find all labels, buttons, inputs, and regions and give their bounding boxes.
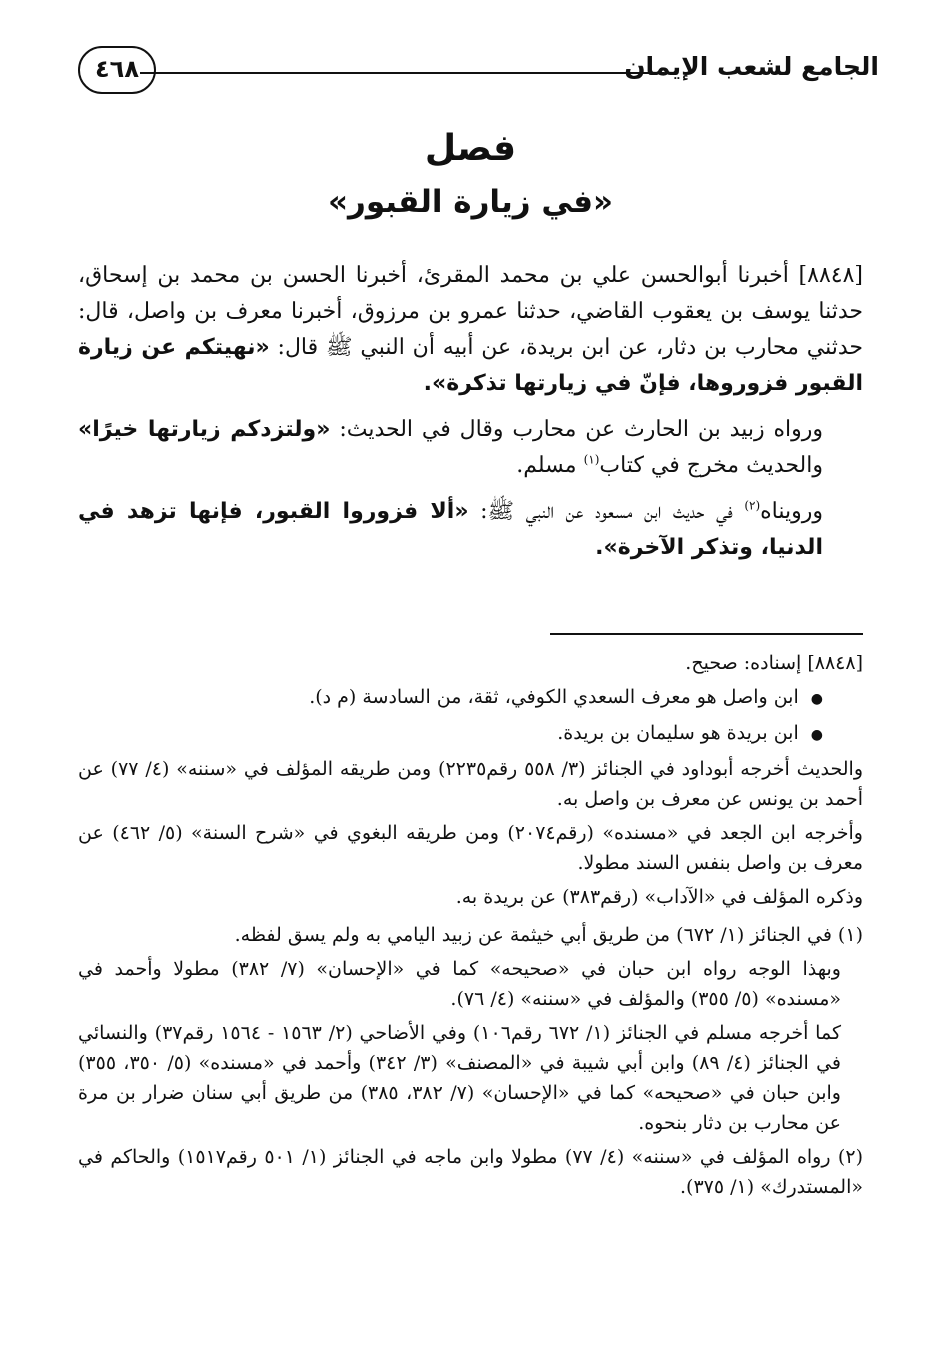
second-narration-paragraph [78,494,863,566]
header-rule [140,72,664,74]
second-narration-chain: في حديث ابن مسعود عن النبي ﷺ: [480,499,733,524]
page-number: ٤٦٨ [78,46,156,94]
note-takhrij-1: والحديث أخرجه أبوداود في الجنائز (٣/ ٥٥٨ رقم٢٢٣٥) ومن طريقه المؤلف في «سننه» (٤/ ٧٧) عن أحمد بن يونس عن معرف بن واصل به. [78,758,863,810]
running-title: الجامع لشعب الإيمان [624,52,879,81]
footnote-ref-1[interactable]: (١) [583,452,600,467]
note-bullet-2 [78,718,863,750]
page-header [78,42,879,112]
footnote-1: (١) في الجنائز (١/ ٦٧٢) من طريق أبي خيثمة عن زبيد اليامي به ولم يسق لفظه. [234,924,863,946]
main-text [78,258,863,576]
chapter-label: فصل [424,128,517,169]
second-narration-quote: «ألا فزوروا القبور، فإنها تزهد في الدنيا، وتذكر الآخرة». [78,499,823,560]
chapter-title: «في زيارة القبور» [327,184,614,220]
narration-paragraph [78,412,863,484]
footnote-1-continued: وبهذا الوجه رواه ابن حبان في «صحيحه» كما في «الإحسان» (٧/ ٣٨٢) مطولا وأحمد في «مسنده» (٥/ ٣٥٥) والمؤلف في «سننه» (٤/ ٧٦). [78,958,841,1010]
hadith-paragraph [78,258,863,402]
hadith-matn: «نهيتكم عن زيارة القبور فزوروها، فإنّ في زيارتها تذكرة». [78,335,863,396]
footnotes [78,648,863,1206]
note-bullet-2-text: ابن بريدة هو سليمان بن بريدة. [557,722,799,744]
bullet-icon: ● [810,691,823,707]
note-takhrij-2: وأخرجه ابن الجعد في «مسنده» (رقم٢٠٧٤) ومن طريقه البغوي في «شرح السنة» (٥/ ٤٦٢) عن معرف بن واصل بنفس السند مطولا. [78,822,863,874]
note-takhrij-3: وذكره المؤلف في «الآداب» (رقم٣٨٣) عن بريدة به. [455,886,863,908]
narration-quote: «ولتزدكم زيارتها خيرًا» [78,417,331,442]
second-narration-text: ورويناه [760,499,824,524]
footnote-1-additional: كما أخرجه مسلم في الجنائز (١/ ٦٧٢ رقم١٠٦) وفي الأضاحي (٢/ ١٥٦٣ - ١٥٦٤ رقم٣٧) والنسائي في الجنائز (٤/ ٨٩) وابن أبي شيبة في «المصنف» (٣/ ٣٤٢) وأحمد في «مسنده» (٥/ ٣٥٠، ٣٥٥) وابن حبان في «صحيحه» كما في «الإحسان» (٧/ ٣٨٢، ٣٨٥) من طريق أبي سنان ضرار بن مرة عن محارب بن دثار بنحوه. [78,1022,841,1134]
note-bullet-1 [78,682,863,714]
footnote-divider [550,633,863,635]
narration-text: ورواه زبيد بن الحارث عن محارب وقال في الحديث: [339,417,823,442]
bullet-icon: ● [810,727,823,743]
footnote-2: (٢) رواه المؤلف في «سننه» (٤/ ٧٧) مطولا وابن ماجه في الجنائز (١/ ٥٠١ رقم١٥١٧) والحاكم في «المستدرك» (١/ ٣٧٥). [78,1146,863,1198]
isnad-text: [٨٨٤٨] أخبرنا أبوالحسن علي بن محمد المقرئ، أخبرنا الحسن بن محمد بن إسحاق، حدثنا يوسف بن يعقوب القاضي، حدثنا عمرو بن مرزوق، أخبرنا معرف بن واصل، قال: حدثني محارب بن دثار، عن ابن بريدة، عن أبيه أن النبي ﷺ قال: [78,263,863,360]
footnote-ref-2[interactable]: (٢) [744,498,761,513]
note-isnad-grade: [٨٨٤٨] إسناده: صحيح. [685,652,863,674]
narration-source: والحديث مخرج في كتاب [599,453,823,478]
note-bullet-1-text: ابن واصل هو معرف السعدي الكوفي، ثقة، من السادسة (م د). [309,686,799,708]
narration-source-end: مسلم. [516,453,577,478]
